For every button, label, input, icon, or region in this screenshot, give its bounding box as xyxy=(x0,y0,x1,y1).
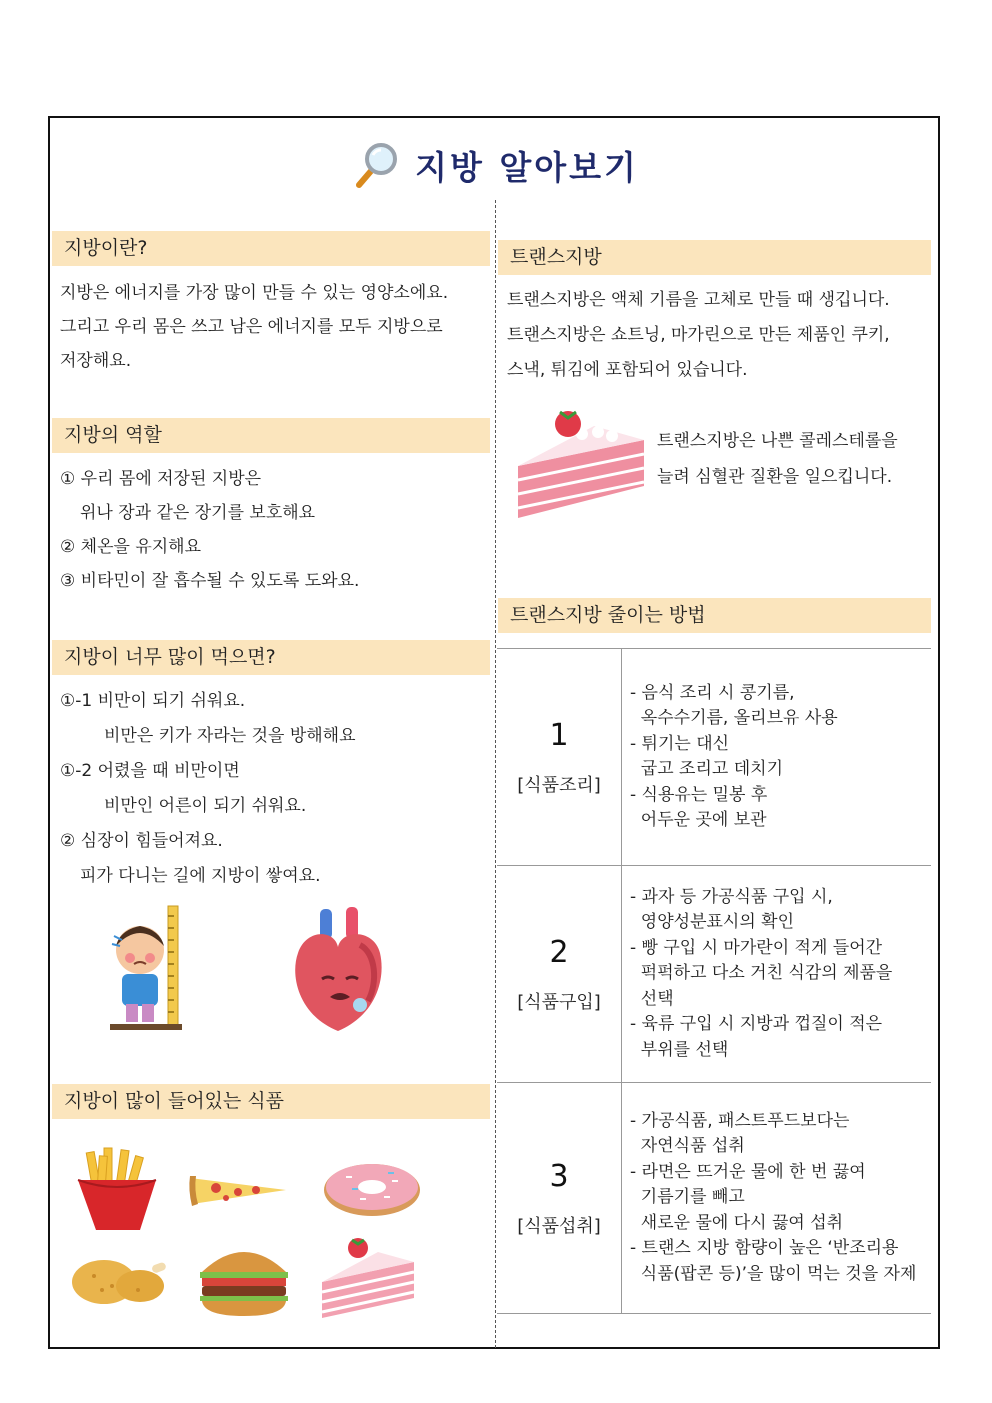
row-number: 1 xyxy=(549,717,569,753)
text-what-is-fat: 지방은 에너지를 가장 많이 만들 수 있는 영양소에요. 그리고 우리 몸은 쓰고 남은 에너지를 모두 지방으로 저장해요. xyxy=(60,283,449,371)
child-height-illustration xyxy=(100,900,190,1032)
text-role: ① 우리 몸에 저장된 지방은 위나 장과 같은 장기를 보호해요 ② 체온을 유지해요 ③ 비타민이 잘 흡수될 수 있도록 도와요. xyxy=(60,469,360,591)
reduce-methods-table xyxy=(497,648,931,1314)
section-header-fatty-foods: 지방이 많이 들어있는 식품 xyxy=(52,1084,490,1119)
hamburger-icon xyxy=(196,1238,292,1318)
row-number: 3 xyxy=(549,1158,569,1194)
pizza-icon xyxy=(186,1160,291,1210)
fried-chicken-icon xyxy=(68,1250,168,1310)
table-row: 3 [식품섭취] - 가공식품, 패스트푸드보다는 자연식품 섭취 - 라면은 뜨거운 물에 한 번 끓여 기름기를 빼고 새로운 물에 다시 끓여 섭취 - 트랜스 지방 함량이 높은 ‘반조리용 식품(팝콘 등)’을 많이 먹는 것을 자제 xyxy=(497,1082,931,1314)
column-divider xyxy=(495,200,496,1348)
section-header-role: 지방의 역할 xyxy=(52,418,490,453)
section-header-reduce-trans-fat: 트랜스지방 줄이는 방법 xyxy=(498,598,931,633)
page-title: 지방 알아보기 xyxy=(415,147,639,187)
text-trans-fat: 트랜스지방은 액체 기름을 고체로 만들 때 생깁니다. 트랜스지방은 쇼트닝, 마가린으로 만든 제품인 쿠키, 스낵, 튀김에 포함되어 있습니다. xyxy=(507,290,890,380)
text-trans-fat-note: 트랜스지방은 나쁜 콜레스테롤을 늘려 심혈관 질환을 일으킵니다. xyxy=(657,431,898,487)
section-header-what-is-fat: 지방이란? xyxy=(52,231,490,266)
section-header-too-much: 지방이 너무 많이 먹으면? xyxy=(52,640,490,675)
row-category: [식품조리] xyxy=(517,774,601,796)
french-fries-icon xyxy=(70,1146,165,1231)
donut-icon xyxy=(322,1158,422,1218)
row-category: [식품섭취] xyxy=(517,1215,601,1237)
row-number: 2 xyxy=(549,934,569,970)
section-header-trans-fat: 트랜스지방 xyxy=(498,240,931,275)
table-row: 1 [식품조리] - 음식 조리 시 콩기름, 옥수수기름, 올리브유 사용 - 튀기는 대신 굽고 조리고 데치기 - 식용유는 밀봉 후 어두운 곳에 보관 xyxy=(497,648,931,865)
page-title-row xyxy=(0,140,992,190)
text-too-much: ①-1 비만이 되기 쉬워요. 비만은 키가 자라는 것을 방해해요 ①-2 어렸을 때 비만이면 비만인 어른이 되기 쉬워요. ② 심장이 힘들어져요. 피가 다니는 길에 지방이 쌓여요. xyxy=(60,691,356,886)
magnifier-icon xyxy=(353,141,401,189)
cake-slice-icon xyxy=(318,1236,418,1322)
tired-heart-illustration xyxy=(290,905,386,1035)
table-row: 2 [식품구입] - 과자 등 가공식품 구입 시, 영양성분표시의 확인 - 빵 구입 시 마가란이 적게 들어간 퍽퍽하고 다소 거친 식감의 제품을 선택 - 육류 구입 시 지방과 껍질이 적은 부위를 선택 xyxy=(497,865,931,1082)
strawberry-cake-illustration xyxy=(512,404,648,522)
row-category: [식품구입] xyxy=(517,991,601,1013)
